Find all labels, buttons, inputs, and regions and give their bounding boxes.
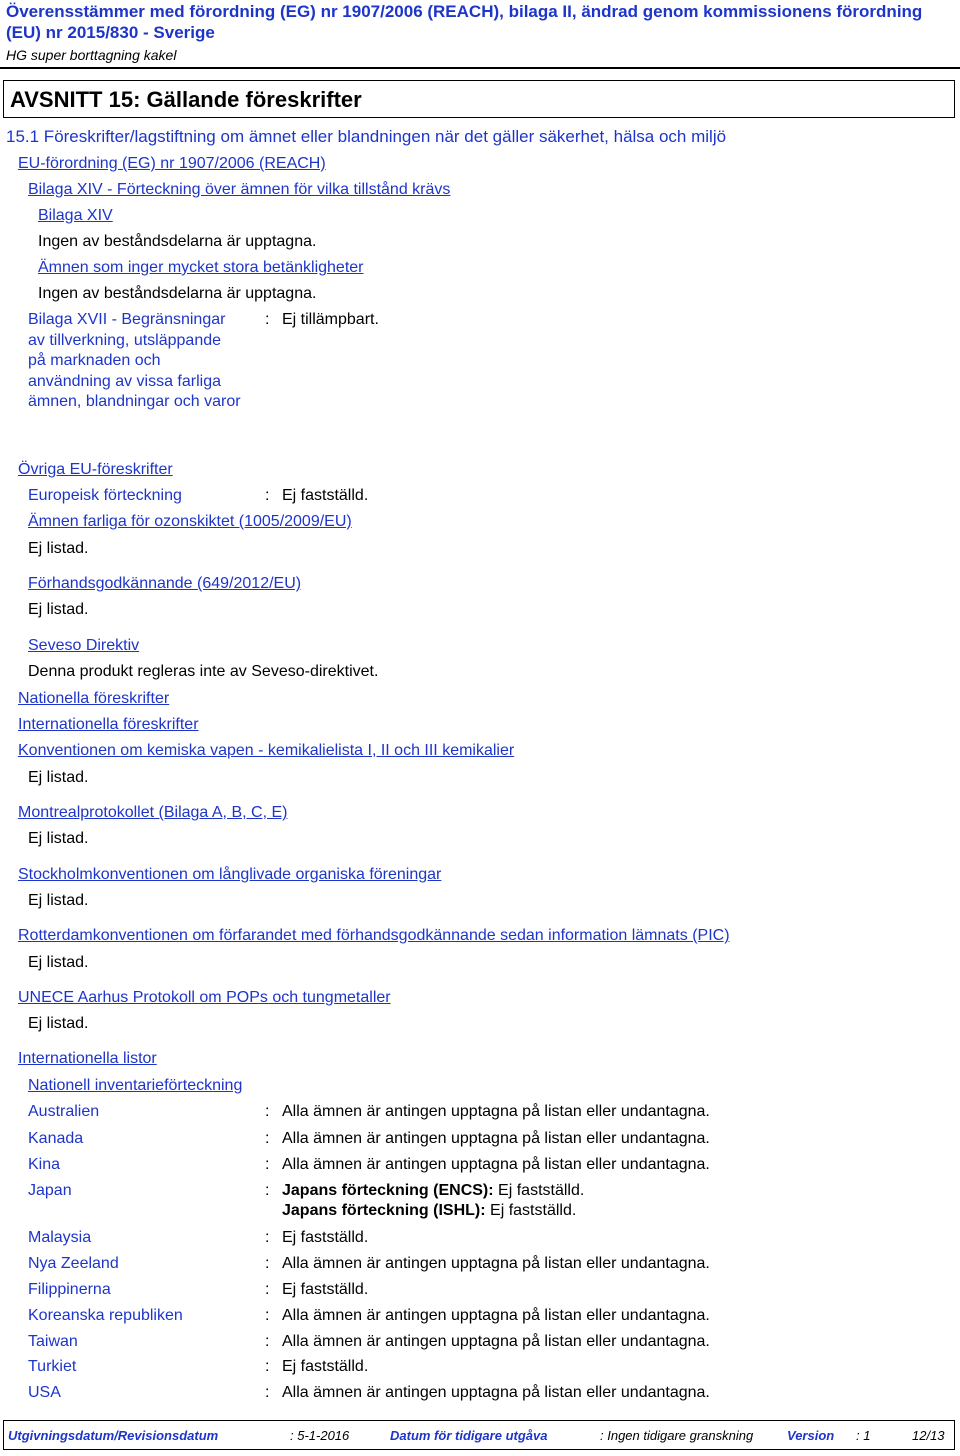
inventory-separator: : — [265, 1333, 270, 1350]
svhc-heading: Ämnen som inger mycket stora betänkligheter — [38, 259, 364, 276]
inventory-country: Taiwan — [28, 1333, 78, 1350]
pic-value: Ej listad. — [28, 601, 89, 618]
previous-date-value: : Ingen tidigare granskning — [600, 1428, 754, 1443]
inventory-country: Koreanska republiken — [28, 1307, 183, 1324]
inventory-separator: : — [265, 1384, 270, 1401]
document-title-line1: Överensstämmer med förordning (EG) nr 1907/2006 (REACH), bilaga II, ändrad genom kommissionens förordning — [6, 2, 923, 21]
product-name: HG super borttagning kakel — [6, 47, 177, 63]
inventory-value: Alla ämnen är antingen upptagna på listan eller undantagna. — [282, 1103, 710, 1120]
section-title: AVSNITT 15: Gällande föreskrifter — [10, 87, 362, 112]
european-inventory-value: Ej fastställd. — [282, 487, 369, 504]
convention-value: Ej listad. — [28, 1015, 89, 1032]
inventory-country: Kina — [28, 1156, 61, 1173]
japan-ishl-value: Ej fastställd. — [490, 1202, 577, 1219]
european-inventory-separator: : — [265, 487, 270, 504]
inventory-value: Ej fastställd. — [282, 1281, 369, 1298]
annex14-text: Ingen av beståndsdelarna är upptagna. — [38, 233, 317, 250]
document-title-line2: (EU) nr 2015/830 - Sverige — [6, 23, 215, 42]
convention-value: Ej listad. — [28, 830, 89, 847]
version-value: : 1 — [856, 1428, 871, 1443]
national-inventory-heading: Nationell inventarieförteckning — [28, 1077, 243, 1094]
inventory-value: Alla ämnen är antingen upptagna på listan eller undantagna. — [282, 1307, 710, 1324]
subsection-title: 15.1 Föreskrifter/lagstiftning om ämnet eller blandningen när det gäller säkerhet, hälsa och miljö — [6, 127, 727, 146]
japan-encs-label: Japans förteckning (ENCS): — [282, 1182, 494, 1199]
convention-value: Ej listad. — [28, 892, 89, 909]
other-eu-heading: Övriga EU-föreskrifter — [18, 461, 173, 478]
inventory-country: Turkiet — [28, 1358, 77, 1375]
page-footer — [3, 1420, 955, 1450]
section-title-box — [3, 80, 955, 118]
inventory-separator: : — [265, 1281, 270, 1298]
convention-value: Ej listad. — [28, 769, 89, 786]
inventory-country: Malaysia — [28, 1229, 92, 1246]
seveso-text: Denna produkt regleras inte av Seveso-direktivet. — [28, 663, 379, 680]
inventory-separator: : — [265, 1307, 270, 1324]
convention-title: Konventionen om kemiska vapen - kemikalielista I, II och III kemikalier — [18, 742, 515, 759]
inventory-country: Kanada — [28, 1130, 84, 1147]
annex14-heading: Bilaga XIV - Förteckning över ämnen för vilka tillstånd krävs — [28, 181, 451, 198]
issue-date-label: Utgivningsdatum/Revisionsdatum — [8, 1428, 219, 1443]
pic-heading: Förhandsgodkännande (649/2012/EU) — [28, 575, 302, 592]
inventory-value: Ej fastställd. — [282, 1358, 369, 1375]
convention-title: Montrealprotokollet (Bilaga A, B, C, E) — [18, 804, 288, 821]
inventory-value-japan-encs — [282, 1181, 584, 1200]
international-heading: Internationella föreskrifter — [18, 716, 199, 733]
inventory-separator: : — [265, 1156, 270, 1173]
inventory-country: USA — [28, 1384, 61, 1401]
inventory-value: Alla ämnen är antingen upptagna på listan eller undantagna. — [282, 1156, 710, 1173]
inventory-separator: : — [265, 1182, 270, 1199]
svhc-text: Ingen av beståndsdelarna är upptagna. — [38, 285, 317, 302]
seveso-heading: Seveso Direktiv — [28, 637, 140, 654]
inventory-separator: : — [265, 1103, 270, 1120]
inventory-country: Australien — [28, 1103, 100, 1120]
inventory-country: Filippinerna — [28, 1281, 111, 1298]
annex14-label: Bilaga XIV — [38, 207, 113, 224]
header-divider — [0, 67, 960, 69]
convention-title: Rotterdamkonventionen om förfarandet med förhandsgodkännande sedan information lämnats (PIC) — [18, 927, 730, 944]
annex17-label: Bilaga XVII - Begränsningar av tillverkning, utsläppande på marknaden och användning av vissa farliga ämnen, blandningar och varor — [28, 311, 241, 411]
inventory-value: Alla ämnen är antingen upptagna på listan eller undantagna. — [282, 1384, 710, 1401]
convention-title: Stockholmkonventionen om långlivade organiska föreningar — [18, 866, 442, 883]
convention-value: Ej listad. — [28, 954, 89, 971]
inventory-value: Alla ämnen är antingen upptagna på listan eller undantagna. — [282, 1255, 710, 1272]
ozone-value: Ej listad. — [28, 540, 89, 557]
japan-ishl-label: Japans förteckning (ISHL): — [282, 1202, 486, 1219]
annex17-value: Ej tillämpbart. — [282, 311, 379, 328]
inventory-value: Alla ämnen är antingen upptagna på listan eller undantagna. — [282, 1130, 710, 1147]
inventory-separator: : — [265, 1255, 270, 1272]
convention-title: UNECE Aarhus Protokoll om POPs och tungmetaller — [18, 989, 391, 1006]
inventory-country: Nya Zeeland — [28, 1255, 119, 1272]
intl-lists-heading: Internationella listor — [18, 1050, 157, 1067]
inventory-separator: : — [265, 1358, 270, 1375]
inventory-value: Ej fastställd. — [282, 1229, 369, 1246]
version-label: Version — [787, 1428, 835, 1443]
inventory-value: Alla ämnen är antingen upptagna på listan eller undantagna. — [282, 1333, 710, 1350]
previous-date-label: Datum för tidigare utgåva — [390, 1428, 548, 1443]
european-inventory-label: Europeisk förteckning — [28, 487, 182, 504]
inventory-value-japan-ishl — [282, 1201, 576, 1220]
reach-heading: EU-förordning (EG) nr 1907/2006 (REACH) — [18, 155, 326, 172]
japan-encs-value: Ej fastställd. — [498, 1182, 585, 1199]
page-number: 12/13 — [912, 1428, 945, 1443]
issue-date-value: : 5-1-2016 — [290, 1428, 350, 1443]
inventory-separator: : — [265, 1229, 270, 1246]
inventory-separator: : — [265, 1130, 270, 1147]
inventory-country: Japan — [28, 1182, 72, 1199]
annex17-separator: : — [265, 311, 270, 328]
ozone-heading: Ämnen farliga för ozonskiktet (1005/2009/EU) — [28, 513, 352, 530]
national-heading: Nationella föreskrifter — [18, 690, 170, 707]
